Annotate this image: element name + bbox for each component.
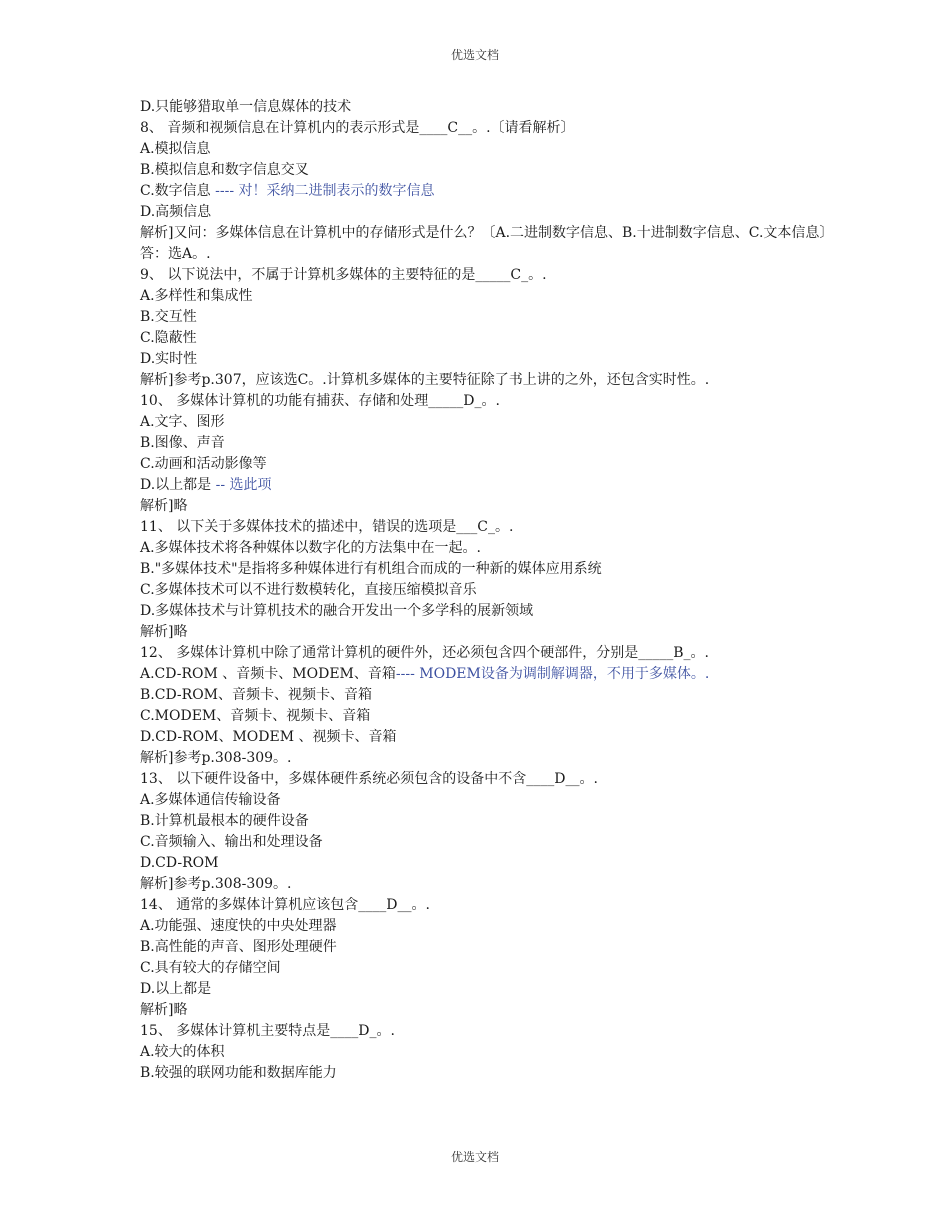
- line-text: 解析]参考p.308-309。.: [140, 750, 292, 766]
- text-line: [140, 916, 830, 937]
- line-text: D.多媒体技术与计算机技术的融合开发出一个多学科的展新领域: [140, 603, 534, 619]
- line-text: 解析]参考p.307，应该选C。.计算机多媒体的主要特征除了书上讲的之外，还包含实时性。.: [140, 372, 710, 388]
- line-text: B.计算机最根本的硬件设备: [140, 813, 309, 829]
- text-line: [140, 853, 830, 874]
- answer-note: ---- 对！采纳二进制表示的数字信息: [215, 183, 435, 199]
- text-line: [140, 391, 830, 412]
- line-text: 10、 多媒体计算机的功能有捕获、存储和处理_____D_。.: [140, 393, 500, 409]
- line-text: B.CD-ROM、音频卡、视频卡、音箱: [140, 687, 373, 703]
- line-text: 解析]又问：多媒体信息在计算机中的存储形式是什么？〔A.二进制数字信息、B.十进制数字信息、C.文本信息〕答：选A。.: [140, 225, 827, 262]
- text-line: [140, 160, 830, 181]
- line-text: 9、 以下说法中，不属于计算机多媒体的主要特征的是_____C_。.: [140, 267, 547, 283]
- line-text: D.以上都是: [140, 981, 212, 997]
- line-text: A.CD-ROM 、音频卡、MODEM、音箱: [140, 666, 396, 682]
- line-text: 解析]略: [140, 498, 188, 514]
- text-line: [140, 874, 830, 895]
- line-text: D.CD-ROM、MODEM 、视频卡、音箱: [140, 729, 397, 745]
- line-text: 解析]略: [140, 624, 188, 640]
- page-header: 优选文档: [450, 48, 499, 62]
- line-text: C.多媒体技术可以不进行数模转化，直接压缩模拟音乐: [140, 582, 477, 598]
- line-text: C.动画和活动影像等: [140, 456, 267, 472]
- text-line: [140, 181, 830, 202]
- text-line: [140, 790, 830, 811]
- line-text: 14、 通常的多媒体计算机应该包含____D__。.: [140, 897, 430, 913]
- text-line: [140, 118, 830, 139]
- line-text: C.具有较大的存储空间: [140, 960, 281, 976]
- text-line: [140, 937, 830, 958]
- line-text: D.CD-ROM: [140, 855, 219, 871]
- line-text: B.高性能的声音、图形处理硬件: [140, 939, 337, 955]
- line-text: 解析]略: [140, 1002, 188, 1018]
- text-line: [140, 202, 830, 223]
- line-text: 11、 以下关于多媒体技术的描述中，错误的选项是___C_。.: [140, 519, 514, 535]
- line-text: A.多样性和集成性: [140, 288, 253, 304]
- text-line: [140, 1021, 830, 1042]
- text-line: [140, 223, 830, 265]
- text-line: [140, 454, 830, 475]
- text-line: [140, 706, 830, 727]
- text-line: [140, 685, 830, 706]
- text-line: [140, 412, 830, 433]
- text-line: [140, 433, 830, 454]
- text-line: [140, 832, 830, 853]
- text-line: [140, 580, 830, 601]
- text-line: [140, 727, 830, 748]
- text-line: [140, 559, 830, 580]
- line-text: D.以上都是: [140, 477, 216, 493]
- text-line: [140, 1063, 830, 1084]
- text-line: [140, 643, 830, 664]
- text-line: [140, 517, 830, 538]
- text-line: [140, 1042, 830, 1063]
- text-line: [140, 601, 830, 622]
- line-text: 解析]参考p.308-309。.: [140, 876, 292, 892]
- line-text: D.只能够猎取单一信息媒体的技术: [140, 99, 352, 115]
- answer-note: ---- MODEM设备为调制解调器，不用于多媒体。.: [395, 666, 710, 682]
- text-line: [140, 748, 830, 769]
- line-text: A.多媒体技术将各种媒体以数字化的方法集中在一起。.: [140, 540, 482, 556]
- line-text: A.模拟信息: [140, 141, 211, 157]
- line-text: A.功能强、速度快的中央处理器: [140, 918, 337, 934]
- line-text: A.较大的体积: [140, 1044, 225, 1060]
- line-text: A.文字、图形: [140, 414, 225, 430]
- document-body: [140, 97, 830, 1084]
- line-text: B.模拟信息和数字信息交叉: [140, 162, 309, 178]
- text-line: [140, 349, 830, 370]
- line-text: 13、 以下硬件设备中，多媒体硬件系统必须包含的设备中不含____D__。.: [140, 771, 598, 787]
- line-text: 8、 音频和视频信息在计算机内的表示形式是____C__。.〔请看解析〕: [140, 120, 575, 136]
- line-text: D.高频信息: [140, 204, 212, 220]
- line-text: C.数字信息: [140, 183, 216, 199]
- text-line: [140, 979, 830, 1000]
- line-text: 15、 多媒体计算机主要特点是____D_。.: [140, 1023, 395, 1039]
- text-line: [140, 622, 830, 643]
- text-line: [140, 286, 830, 307]
- line-text: B.交互性: [140, 309, 197, 325]
- line-text: A.多媒体通信传输设备: [140, 792, 281, 808]
- text-line: [140, 811, 830, 832]
- text-line: [140, 265, 830, 286]
- line-text: B.较强的联网功能和数据库能力: [140, 1065, 337, 1081]
- line-text: C.隐蔽性: [140, 330, 197, 346]
- page-footer: 优选文档: [450, 1150, 499, 1164]
- text-line: [140, 538, 830, 559]
- answer-note: -- 选此项: [215, 477, 272, 493]
- text-line: [140, 97, 830, 118]
- text-line: [140, 664, 830, 685]
- text-line: [140, 307, 830, 328]
- line-text: C.音频输入、输出和处理设备: [140, 834, 323, 850]
- text-line: [140, 328, 830, 349]
- text-line: [140, 895, 830, 916]
- line-text: C.MODEM、音频卡、视频卡、音箱: [140, 708, 371, 724]
- text-line: [140, 769, 830, 790]
- text-line: [140, 475, 830, 496]
- line-text: 12、 多媒体计算机中除了通常计算机的硬件外，还必须包含四个硬部件，分别是_____B_。.: [140, 645, 710, 661]
- line-text: B."多媒体技术"是指将多种媒体进行有机组合而成的一种新的媒体应用系统: [140, 561, 602, 577]
- text-line: [140, 1000, 830, 1021]
- text-line: [140, 139, 830, 160]
- text-line: [140, 958, 830, 979]
- text-line: [140, 496, 830, 517]
- text-line: [140, 370, 830, 391]
- line-text: B.图像、声音: [140, 435, 225, 451]
- line-text: D.实时性: [140, 351, 198, 367]
